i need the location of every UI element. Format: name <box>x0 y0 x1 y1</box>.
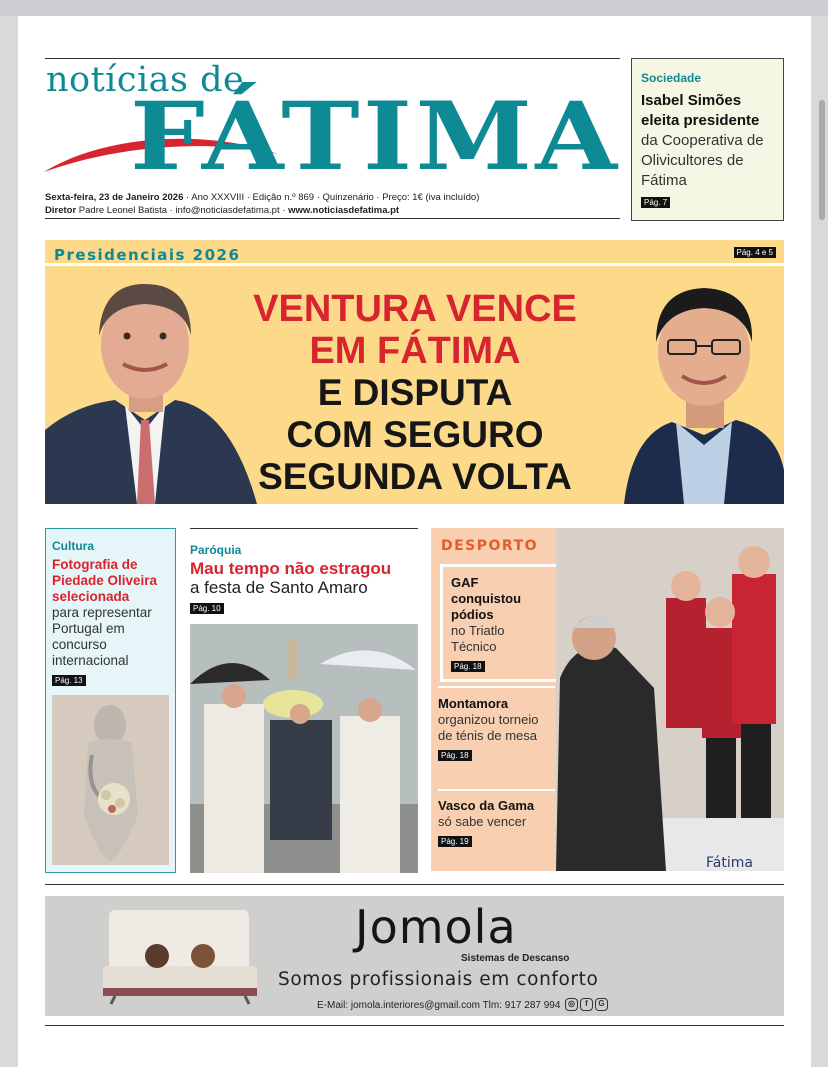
feature-label: Presidenciais 2026 <box>54 246 241 264</box>
ad-brand-name: Jomola <box>355 900 517 954</box>
page-ref: Pág. 18 <box>451 661 485 672</box>
page-ref: Pág. 7 <box>641 197 670 208</box>
article-headline: Fotografia de Piedade Oliveira selecionada <box>52 557 158 604</box>
masthead-issue-info: Sexta-feira, 23 de Janeiro 2026 · Ano XXXVIII · Edição n.º 869 · Quinzenário · Preço: 1€ (iva incluído) <box>45 192 480 203</box>
candidate-photo-left <box>45 270 260 504</box>
desporto-item-montamora[interactable]: Montamora organizou torneio de ténis de mesa Pág. 18 <box>438 696 539 760</box>
item-separator <box>438 789 555 791</box>
website-link[interactable]: www.noticiasdefatima.pt <box>288 205 400 216</box>
masthead-title: FÁTIMA <box>130 82 621 192</box>
article-headline: Mau tempo não estragou <box>190 559 392 578</box>
masthead-bottom-rule <box>45 218 620 219</box>
desporto-item-vasco-da-gama[interactable]: Vasco da Gama só sabe vencer Pág. 19 <box>438 798 535 846</box>
cultura-article[interactable] <box>45 528 176 873</box>
candidate-photo-right <box>584 270 784 504</box>
viewer-top-bar <box>0 0 828 16</box>
page-ref: Pág. 18 <box>438 750 472 761</box>
procession-photo <box>190 624 418 873</box>
cultura-photo <box>52 695 169 865</box>
section-label: DESPORTO <box>441 538 539 554</box>
podium-scene-icon <box>556 528 784 871</box>
article-subhead: a festa de Santo Amaro <box>190 578 368 597</box>
page-ref: Pág. 19 <box>438 836 472 847</box>
instagram-icon[interactable]: ◎ <box>565 998 578 1011</box>
page-ref: Pág. 13 <box>52 675 86 686</box>
sculpture-figure-icon <box>52 695 169 865</box>
ad-contact: E-Mail: jomola.interiores@gmail.com Tlm: 917 287 994 <box>317 1000 561 1011</box>
page-ref: Pág. 10 <box>190 603 224 614</box>
sociedade-teaser[interactable] <box>631 58 784 221</box>
teaser-subhead: da Cooperativa de Olivicultores de Fátima <box>641 132 764 189</box>
column-rule <box>190 528 418 529</box>
ad-tagline: Sistemas de Descanso <box>461 953 570 964</box>
section-label: Paróquia <box>190 543 242 557</box>
presidenciais-feature[interactable] <box>45 240 784 504</box>
scrollbar[interactable] <box>819 100 825 220</box>
ad-slogan: Somos profissionais em conforto <box>278 969 599 990</box>
procession-scene-icon <box>190 624 418 873</box>
section-label: Cultura <box>52 539 94 553</box>
feature-headline: VENTURA VENCE EM FÁTIMA E DISPUTA COM SEGURO SEGUNDA VOLTA <box>253 288 577 497</box>
feature-label-bar <box>45 240 784 266</box>
item-separator <box>438 686 555 688</box>
teaser-headline: Isabel Simões eleita presidente <box>641 92 760 129</box>
page-ref: Pág. 4 e 5 <box>734 247 776 258</box>
bed-icon <box>95 906 265 1006</box>
masthead-director-info: Diretor Padre Leonel Batista · info@noticiasdefatima.pt · www.noticiasdefatima.pt <box>45 205 400 216</box>
social-icons <box>565 998 608 1011</box>
masthead-subtitle: notícias de <box>46 60 245 100</box>
article-subhead: para representar Portugal em concurso internacional <box>52 605 152 668</box>
google-icon[interactable]: G <box>595 998 608 1011</box>
paroquia-article[interactable] <box>190 528 418 873</box>
desporto-item-gaf[interactable]: GAF conquistou pódios no Triatlo Técnico Pág. 18 <box>451 575 522 671</box>
ad-bottom-rule <box>45 1025 784 1026</box>
facebook-icon[interactable]: f <box>580 998 593 1011</box>
masthead-top-rule <box>45 58 620 59</box>
feature-body <box>45 270 784 504</box>
ad-top-rule <box>45 884 784 885</box>
podium-text: Fátima <box>706 855 753 871</box>
podium-photo <box>556 528 784 871</box>
section-label: Sociedade <box>641 71 702 85</box>
desporto-section[interactable] <box>431 528 784 871</box>
jomola-advertisement[interactable] <box>45 896 784 1016</box>
